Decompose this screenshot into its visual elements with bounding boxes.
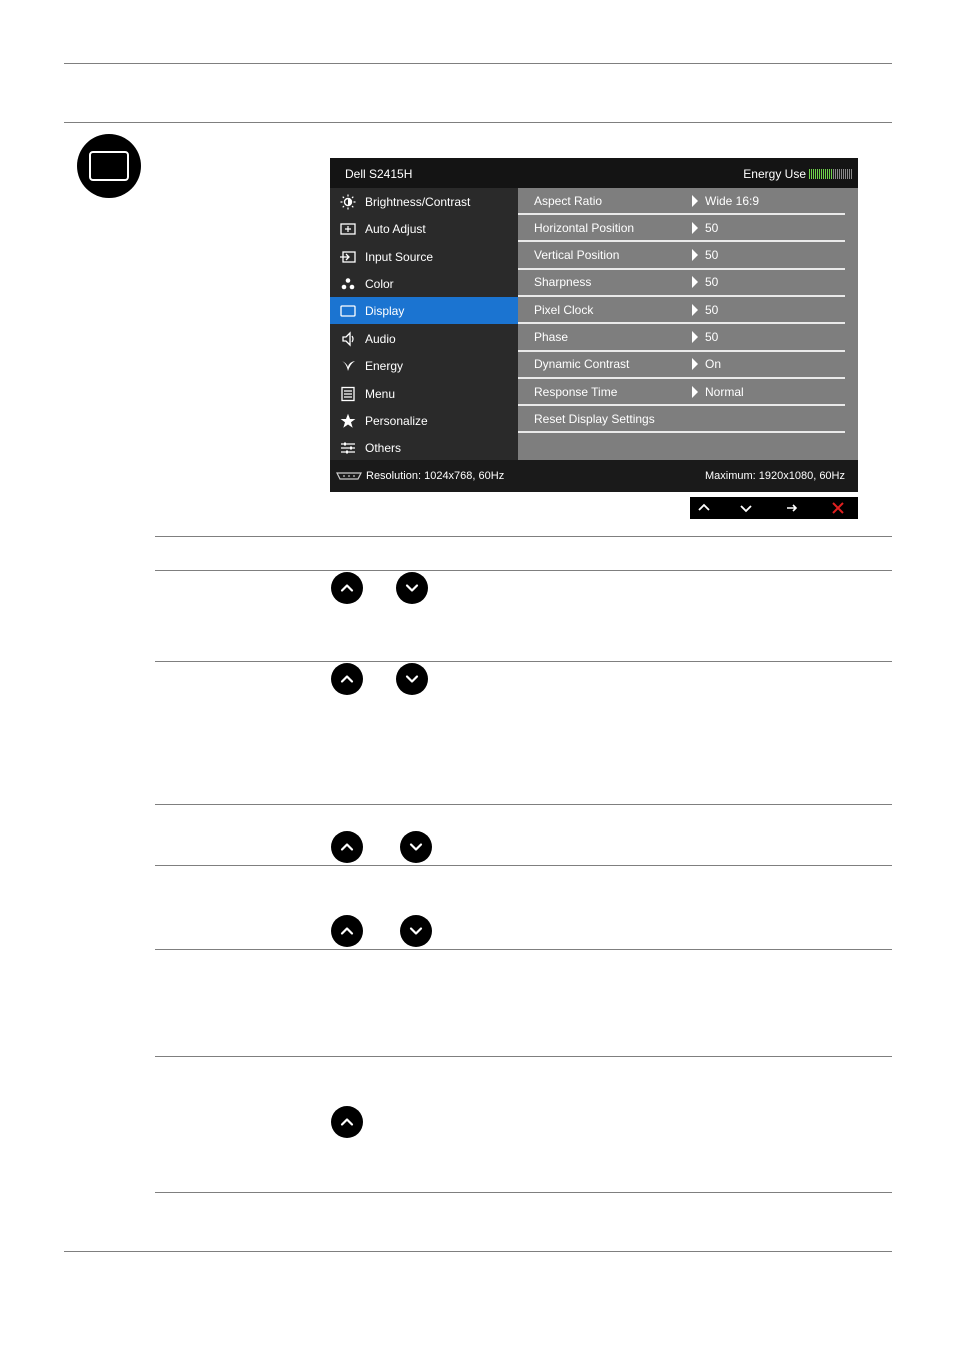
energy-icon [339, 358, 357, 374]
energy-use [743, 167, 852, 181]
menu-item-label: Color [365, 276, 394, 291]
option-row-horizontal-position[interactable] [518, 215, 845, 242]
option-label: Response Time [534, 384, 618, 399]
option-label: Phase [534, 330, 569, 344]
menu-item-label: Energy [365, 358, 404, 373]
energy-bar [835, 169, 836, 179]
osd-footer [330, 460, 858, 492]
energy-bar [849, 169, 850, 179]
menu-item-menu[interactable] [330, 380, 518, 407]
energy-bar [825, 169, 826, 179]
page-bottom-rule [64, 1251, 892, 1252]
submenu-arrow-icon [692, 249, 698, 261]
option-value: Normal [705, 384, 744, 399]
table-rule [155, 865, 892, 866]
maximum-resolution: Maximum: 1920x1080, 60Hz [704, 470, 845, 482]
submenu-arrow-icon [692, 304, 698, 316]
option-value: Wide 16:9 [705, 193, 760, 208]
energy-bar [833, 169, 834, 179]
close-icon[interactable] [831, 501, 845, 515]
energy-bar [829, 169, 830, 179]
menu-item-label: Brightness/Contrast [365, 194, 471, 209]
menu-icon [339, 386, 357, 402]
energy-bar [851, 169, 852, 179]
energy-bar [821, 169, 822, 179]
table-rule [155, 804, 892, 805]
energy-bar [817, 169, 818, 179]
down-arrow-icon[interactable] [739, 501, 753, 515]
up-arrow-icon [331, 831, 363, 863]
option-label: Sharpness [534, 275, 592, 290]
auto-adjust-icon [339, 221, 357, 237]
option-value: 50 [705, 220, 719, 235]
option-label: Dynamic Contrast [534, 357, 630, 372]
option-label: Pixel Clock [534, 302, 594, 317]
submenu-arrow-icon [692, 331, 698, 343]
menu-item-label: Menu [365, 386, 396, 401]
resolution-info [336, 470, 504, 482]
table-rule [155, 661, 892, 662]
energy-bar [809, 169, 810, 179]
energy-bar [841, 169, 842, 179]
energy-bar [815, 169, 816, 179]
energy-bar [813, 169, 814, 179]
submenu-arrow-icon [692, 195, 698, 207]
menu-item-display[interactable] [330, 297, 518, 324]
up-arrow-icon[interactable] [697, 501, 711, 515]
page-top-rule [64, 63, 892, 64]
option-value: 50 [705, 275, 719, 290]
option-value: 50 [705, 248, 719, 263]
input-source-icon [339, 249, 357, 265]
option-row-dynamic-contrast[interactable] [518, 352, 845, 379]
table-rule [155, 1056, 892, 1057]
energy-bar [839, 169, 840, 179]
energy-bar [823, 169, 824, 179]
section-rule [64, 122, 892, 123]
table-rule [155, 570, 892, 571]
current-resolution: Resolution: 1024x768, 60Hz [366, 470, 505, 482]
option-row-phase[interactable] [518, 325, 845, 352]
menu-item-label: Audio [365, 331, 396, 346]
option-row-pixel-clock[interactable] [518, 297, 845, 324]
energy-bar [819, 169, 820, 179]
option-label: Aspect Ratio [534, 193, 603, 208]
table-rule [155, 536, 892, 537]
energy-bar [827, 169, 828, 179]
menu-item-personalize[interactable] [330, 407, 518, 434]
energy-bar [847, 169, 848, 179]
energy-use-label: Energy Use [743, 167, 806, 181]
right-arrow-icon[interactable] [785, 501, 799, 515]
energy-bar [845, 169, 846, 179]
down-arrow-icon [400, 831, 432, 863]
osd-submenu [518, 188, 858, 460]
brightness-icon [339, 194, 357, 210]
osd-header [330, 158, 858, 188]
osd-menu [330, 158, 858, 492]
osd-navigation-bar [690, 497, 858, 519]
display-icon [77, 134, 141, 198]
option-value: On [705, 357, 722, 372]
menu-item-label: Auto Adjust [365, 221, 426, 236]
option-label: Reset Display Settings [534, 411, 655, 426]
menu-item-label: Others [365, 440, 402, 455]
option-row-aspect-ratio[interactable] [518, 188, 845, 215]
down-arrow-icon [396, 663, 428, 695]
energy-meter [809, 169, 852, 179]
table-rule [155, 1192, 892, 1193]
submenu-arrow-icon [692, 276, 698, 288]
menu-item-auto-adjust[interactable] [330, 215, 518, 242]
down-arrow-icon [400, 915, 432, 947]
option-value: 50 [705, 330, 719, 344]
down-arrow-icon [396, 572, 428, 604]
option-label: Horizontal Position [534, 220, 635, 235]
option-row-vertical-position[interactable] [518, 243, 845, 270]
menu-item-color[interactable] [330, 270, 518, 297]
menu-item-energy[interactable] [330, 352, 518, 379]
energy-bar [837, 169, 838, 179]
menu-item-input-source[interactable] [330, 243, 518, 270]
others-icon [339, 440, 357, 456]
menu-item-brightness-contrast[interactable] [330, 188, 518, 215]
menu-item-label: Input Source [365, 249, 434, 264]
option-value: 50 [705, 302, 719, 317]
option-row-reset-display-settings[interactable] [518, 406, 845, 433]
vga-connector-icon [336, 471, 362, 481]
audio-icon [339, 331, 357, 347]
up-arrow-icon [331, 915, 363, 947]
energy-bar [831, 169, 832, 179]
submenu-arrow-icon [692, 222, 698, 234]
menu-item-label: Display [365, 303, 405, 318]
menu-item-label: Personalize [365, 413, 428, 428]
monitor-model: Dell S2415H [345, 167, 413, 181]
osd-main-menu [330, 188, 518, 460]
option-row-response-time[interactable] [518, 379, 845, 406]
menu-item-others[interactable] [330, 434, 518, 461]
up-arrow-icon [331, 572, 363, 604]
table-rule [155, 949, 892, 950]
energy-bar [811, 169, 812, 179]
submenu-arrow-icon [692, 358, 698, 370]
up-arrow-icon [331, 1106, 363, 1138]
menu-item-audio[interactable] [330, 325, 518, 352]
up-arrow-icon [331, 663, 363, 695]
option-label: Vertical Position [534, 248, 620, 263]
color-icon [339, 276, 357, 292]
display-icon [339, 303, 357, 319]
personalize-icon [339, 413, 357, 429]
energy-bar [843, 169, 844, 179]
option-row-sharpness[interactable] [518, 270, 845, 297]
submenu-arrow-icon [692, 386, 698, 398]
